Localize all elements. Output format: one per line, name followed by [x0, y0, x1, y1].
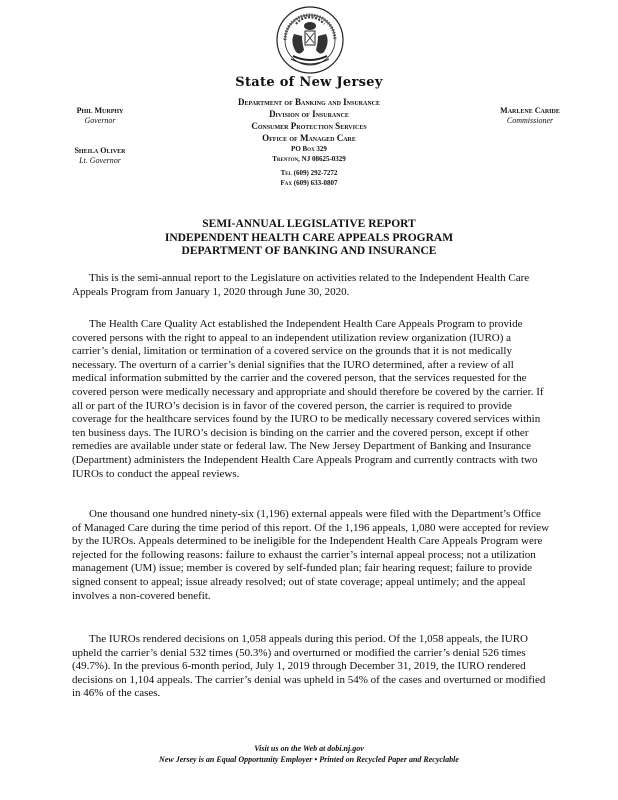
report-title-line-2: INDEPENDENT HEALTH CARE APPEALS PROGRAM — [164, 231, 454, 244]
governor-name: Phil Murphy — [76, 106, 124, 115]
fax: Fax (609) 633-0807 — [280, 179, 338, 187]
intro-paragraph-text: This is the semi-annual report to the Legislature on activities related to the Independent Health Care Appeals Program from January 1, 2020 through June 30, 2020. — [72, 272, 530, 298]
appeals-filed-paragraph-text: One thousand one hundred ninety-six (1,196) external appeals were filed with the Department’s Office of Managed Care during the time period of this report. Of the 1,196 appeals, 1,080 were accepted for review by the IUROs. Appeals determined to be ineligible for the Independent Health Care Appeals Program were rejected for the following reasons: failure to exhaust the carrier’s internal appeal process; not a utilization management (UM) issue; member is covered by self-funded plan; fair hearing request; failure to provide signed consent to appeal; issue already resolved; out of state coverage; appeal untimely; and the appeal involves a non-covered benefit. — [72, 508, 550, 602]
office-name: Office of Managed Care — [262, 133, 356, 143]
governor-block — [60, 106, 140, 126]
lt-governor-title: Lt. Governor — [79, 156, 121, 165]
commissioner-name: Marlene Caride — [500, 106, 560, 115]
lt-governor-block — [60, 146, 140, 166]
po-box: PO Box 329 — [291, 145, 327, 153]
department-block — [160, 96, 458, 188]
division-name: Division of Insurance — [269, 109, 349, 119]
city-address: Trenton, NJ 08625-0329 — [272, 155, 346, 163]
report-title-line-1: SEMI-ANNUAL LEGISLATIVE REPORT — [202, 218, 416, 230]
telephone: Tel (609) 292-7272 — [280, 169, 338, 177]
intro-paragraph — [72, 272, 550, 299]
appeals-filed-paragraph — [72, 508, 550, 603]
state-seal-icon — [271, 4, 349, 76]
decisions-paragraph-text: The IUROs rendered decisions on 1,058 appeals during this period. Of the 1,058 appeals, the IURO upheld the carrier’s denial 532 times (50.3%) and overturned or modified the carrier’s denial 526 times (49.7%). In the previous 6-month period, July 1, 2019 through December 31, 2019, the IURO rendered decisions on 1,104 appeals. The carrier’s denial was upheld in 54% of the cases and overturned or modified in 46% of the cases. — [72, 633, 546, 700]
program-paragraph — [72, 318, 550, 481]
report-title — [0, 218, 618, 259]
governor-title: Governor — [84, 116, 116, 125]
footer-statement: New Jersey is an Equal Opportunity Employer • Printed on Recycled Paper and Recyclable — [159, 755, 459, 764]
commissioner-title: Commissioner — [506, 116, 554, 125]
department-name: Department of Banking and Insurance — [237, 97, 381, 107]
state-name-heading: State of New Jersey — [235, 75, 383, 90]
footer — [0, 743, 618, 765]
program-paragraph-text: The Health Care Quality Act established the Independent Health Care Appeals Program to provide covered persons with the right to appeal to an independent utilization review organization (IURO) a carrier’s denial, limitation or termination of a covered service on the grounds that it is not medically necessary. The overturn of a carrier’s denial signifies that the IURO determined, after a review of all medical information submitted by the carrier and the covered person, that the services requested for the covered person were medically necessary and appropriate and should therefore be covered by the carrier. If all or part of the IURO’s decision is in favor of the covered person, the carrier is required to provide coverage for the healthcare services found by the IURO to be medically necessary covered services within ten business days. The IURO’s decision is binding on the carrier and the covered person, except if other remedies are available under state or federal law. The New Jersey Department of Banking and Insurance (Department) administers the Independent Health Care Appeals Program and currently contracts with two IUROs to conduct the appeal reviews. — [72, 318, 544, 480]
commissioner-block — [480, 106, 580, 126]
services-name: Consumer Protection Services — [251, 121, 367, 131]
lt-governor-name: Sheila Oliver — [74, 146, 126, 155]
decisions-paragraph — [72, 633, 550, 701]
footer-website[interactable]: Visit us on the Web at dobi.nj.gov — [254, 744, 364, 753]
report-title-line-3: DEPARTMENT OF BANKING AND INSURANCE — [181, 245, 437, 257]
